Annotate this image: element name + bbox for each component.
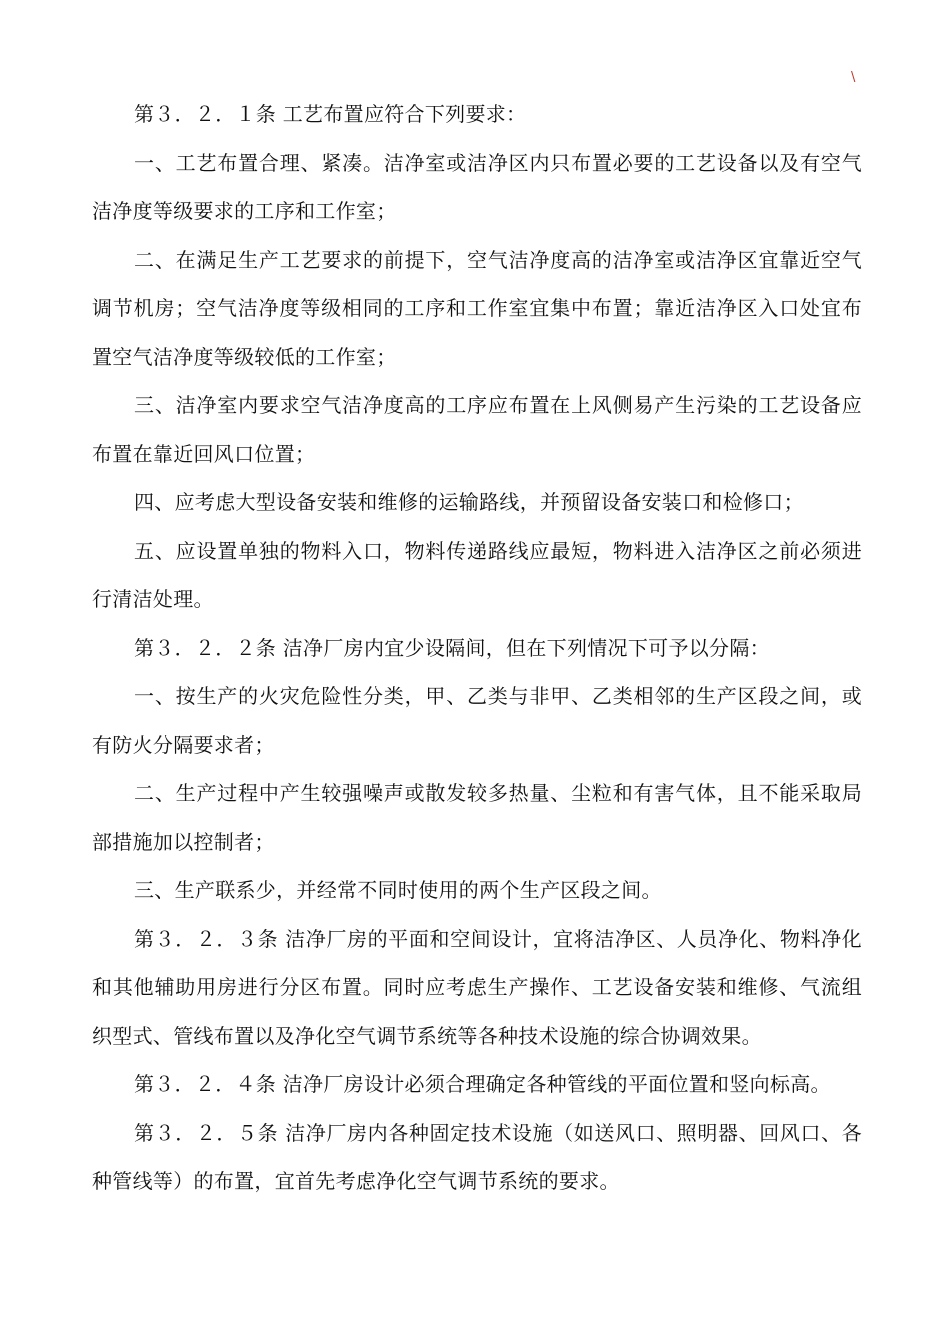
clause-3-2-5: 第３．２．５条 洁净厂房内各种固定技术设施（如送风口、照明器、回风口、各种管线等）的布置，宜首先考虑净化空气调节系统的要求。: [92, 1120, 862, 1193]
clause-3-2-3: 第３．２．３条 洁净厂房的平面和空间设计，宜将洁净区、人员净化、物料净化和其他辅助用房进行分区布置。同时应考虑生产操作、工艺设备安装和维修、气流组织型式、管线布置以及净化空气调节系统等各种技术设施的综合协调效果。: [92, 926, 862, 1048]
clause-3-2-1-item-3: 三、洁净室内要求空气洁净度高的工序应布置在上风侧易产生污染的工艺设备应布置在靠近回风口位置；: [92, 393, 862, 466]
clause-3-2-2-heading: 第３．２．２条 洁净厂房内宜少设隔间，但在下列情况下可予以分隔：: [134, 635, 770, 660]
clause-3-2-1-item-2: 二、在满足生产工艺要求的前提下，空气洁净度高的洁净室或洁净区宜靠近空气调节机房；空气洁净度等级相同的工序和工作室宜集中布置；靠近洁净区入口处宜布置空气洁净度等级较低的工作室；: [92, 247, 862, 369]
document-body: [92, 90, 862, 1206]
clause-3-2-1-heading: 第３．２．１条 工艺布置应符合下列要求：: [134, 102, 527, 126]
clause-3-2-1-item-1: 一、工艺布置合理、紧凑。洁净室或洁净区内只布置必要的工艺设备以及有空气洁净度等级要求的工序和工作室；: [92, 150, 862, 223]
clause-3-2-2-item-2: 二、生产过程中产生较强噪声或散发较多热量、尘粒和有害气体，且不能采取局部措施加以控制者；: [92, 781, 862, 854]
clause-3-2-2-item-1: 一、按生产的火灾危险性分类，甲、乙类与非甲、乙类相邻的生产区段之间，或有防火分隔要求者；: [92, 684, 862, 757]
clause-3-2-1-item-4: 四、应考虑大型设备安装和维修的运输路线，并预留设备安装口和检修口；: [134, 490, 804, 514]
clause-3-2-4: 第３．２．４条 洁净厂房设计必须合理确定各种管线的平面位置和竖向标高。: [134, 1072, 831, 1096]
corner-mark: \: [851, 70, 856, 85]
clause-3-2-2-item-3: 三、生产联系少，并经常不同时使用的两个生产区段之间。: [134, 878, 662, 902]
clause-3-2-1-item-5: 五、应设置单独的物料入口，物料传递路线应最短，物料进入洁净区之前必须进行清洁处理。: [92, 538, 862, 611]
